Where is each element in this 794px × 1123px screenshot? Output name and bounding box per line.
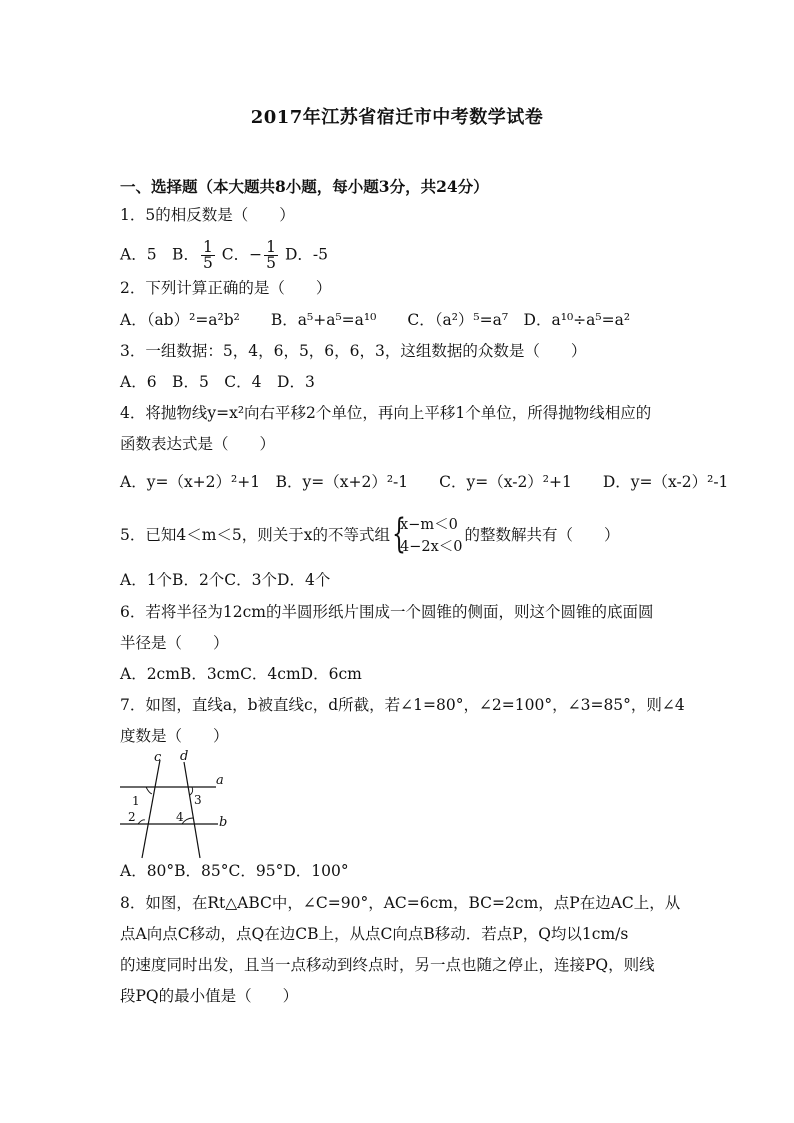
- section-heading: 一、选择题（本大题共8小题，每小题3分，共24分）: [120, 177, 489, 196]
- fraction-neg-one-fifth: $\frac{1}{5}$: [266, 238, 277, 272]
- question-2-stem: 2．下列计算正确的是（ ）: [120, 279, 332, 297]
- q1-option-a-b: A．5 B．: [120, 245, 199, 264]
- label-angle-3: 3: [194, 793, 202, 807]
- question-7-stem-line2: 度数是（ ）: [120, 727, 229, 745]
- label-c: c: [154, 750, 162, 765]
- question-7-stem-line1: 7．如图，直线a，b被直线c，d所截，若∠1=80°，∠2=100°，∠3=85°，则∠4: [120, 696, 685, 714]
- question-4-options: A．y=（x+2）²+1 B．y=（x+2）²-1 C．y=（x-2）²+1 D．y=（x-2）²-1: [120, 473, 729, 491]
- angle-1-arc: [146, 787, 152, 794]
- angle-3-arc: [190, 787, 193, 795]
- question-1-stem: 1．5的相反数是（ ）: [120, 206, 295, 224]
- question-5-options: A．1个B．2个C．3个D．4个: [120, 571, 331, 589]
- label-angle-1: 1: [132, 794, 140, 808]
- inequality-1: x−m＜0: [400, 517, 458, 533]
- question-4-stem-line1: 4．将抛物线y=x²向右平移2个单位，再向上平移1个单位，所得抛物线相应的: [120, 404, 652, 422]
- q5-stem-pre: 5．已知4＜m＜5，则关于x的不等式组: [120, 526, 391, 544]
- line-c: [142, 760, 160, 858]
- q1-option-c: C．: [221, 245, 250, 264]
- question-8-stem-line4: 段PQ的最小值是（ ）: [120, 987, 299, 1005]
- page-title: 2017年江苏省宿迁市中考数学试卷: [250, 107, 544, 128]
- question-7-options: A．80°B．85°C．95°D．100°: [120, 862, 349, 880]
- question-4-stem-line2: 函数表达式是（ ）: [120, 435, 276, 453]
- question-6-stem-line2: 半径是（ ）: [120, 634, 229, 652]
- question-6-stem-line1: 6．若将半径为12cm的半圆形纸片围成一个圆锥的侧面，则这个圆锥的底面圆: [120, 603, 654, 621]
- question-8-stem-line1: 8．如图，在Rt△ABC中，∠C=90°，AC=6cm，BC=2cm，点P在边AC上，从: [120, 894, 681, 912]
- question-5-stem: [120, 513, 620, 558]
- question-6-options: A．2cmB．3cmC．4cmD．6cm: [120, 665, 362, 683]
- label-angle-4: 4: [176, 810, 184, 824]
- question-2-options: A．（ab）²=a²b² B．a⁵+a⁵=a¹⁰ C．（a²）⁵=a⁷ D．a¹⁰÷a⁵=a²: [120, 311, 631, 329]
- q1-option-d: D．-5: [284, 245, 328, 264]
- label-angle-2: 2: [128, 810, 136, 824]
- parallel-lines-figure: [118, 750, 232, 860]
- question-8-stem-line2: 点A向点C移动，点Q在边CB上，从点C向点B移动．若点P，Q均以1cm/s: [120, 925, 629, 943]
- inequality-2: 4−2x＜0: [400, 539, 463, 555]
- question-3-options: A．6 B．5 C．4 D．3: [120, 373, 315, 391]
- fraction-one-fifth: $\frac{1}{5}$: [202, 238, 213, 272]
- question-3-stem: 3．一组数据：5，4，6，5，6，6，3，这组数据的众数是（ ）: [120, 342, 587, 360]
- question-1-options: [120, 240, 328, 271]
- label-a: a: [216, 773, 224, 788]
- angle-2-arc: [138, 820, 145, 824]
- question-8-stem-line3: 的速度同时出发，且当一点移动到终点时，另一点也随之停止，连接PQ，则线: [120, 956, 655, 974]
- label-d: d: [180, 750, 189, 764]
- line-d: [184, 762, 200, 858]
- q5-stem-post: 的整数解共有（ ）: [464, 526, 620, 544]
- minus-sign: −: [249, 245, 263, 264]
- label-b: b: [219, 815, 228, 830]
- angle-4-arc: [182, 818, 193, 824]
- inequality-system: { x−m＜0 4−2x＜0: [392, 511, 463, 557]
